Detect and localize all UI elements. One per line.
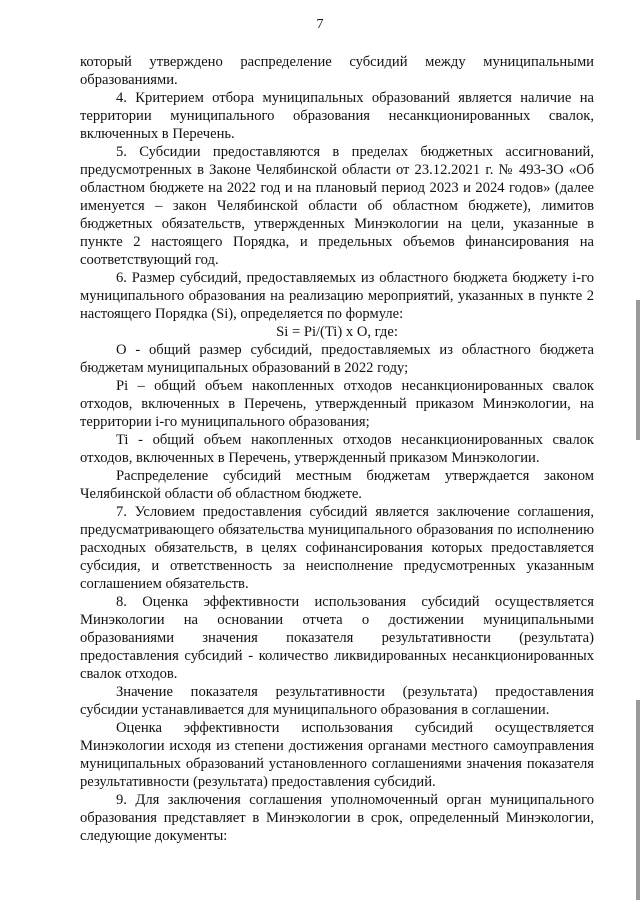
paragraph-distribution: Распределение субсидий местным бюджетам утверждается законом Челябинской области об областном бюджете. — [80, 468, 594, 502]
paragraph-item-5: 5. Субсидии предоставляются в пределах бюджетных ассигнований, предусмотренных в Законе Челябинской области от 23.12.2021 г. № 493-ЗО «Об областном бюджете на 2022 год и на плановый период 2023 и 2024 годов» (далее именуется – закон Челябинской области об областном бюджете), лимитов бюджетных обязательств, утвержденных Минэкологии на цели, указанные в пункте 2 настоящего Порядка, и предельных объемов финансирования на соответствующий год. — [80, 144, 594, 268]
document-body — [80, 53, 594, 845]
scan-edge-mark — [636, 300, 640, 440]
paragraph-indicator-value: Значение показателя результативности (результата) предоставления субсидии устанавливается для муниципального образования в соглашении. — [80, 684, 594, 718]
paragraph-efficiency-evaluation: Оценка эффективности использования субсидий осуществляется Минэкологии исходя из степени достижения органами местного самоуправления муниципальных образований установленного соглашениями значения показателя результативности (результата) предоставления субсидий. — [80, 720, 594, 790]
scan-edge-mark — [636, 700, 640, 900]
page-number: 7 — [316, 17, 324, 32]
definition-o: О - общий размер субсидий, предоставляемых из областного бюджета бюджетам муниципальных образований в 2022 году; — [80, 342, 594, 376]
paragraph-continuation: который утверждено распределение субсидий между муниципальными образованиями. — [80, 54, 594, 88]
definition-ti: Ti - общий объем накопленных отходов несанкционированных свалок отходов, включенных в Перечень, утвержденный приказом Минэкологии. — [80, 432, 594, 466]
definition-pi: Pi – общий объем накопленных отходов несанкционированных свалок отходов, включенных в Перечень, утвержденный приказом Минэкологии, на территории i-го муниципального образования; — [80, 378, 594, 430]
paragraph-item-6: 6. Размер субсидий, предоставляемых из областного бюджета бюджету i-го муниципального образования на реализацию мероприятий, указанных в пункте 2 настоящего Порядка (Si), определяется по формуле: — [80, 270, 594, 322]
formula: Si = Pi/(Ti) х О, где: — [276, 324, 398, 340]
paragraph-item-7: 7. Условием предоставления субсидий является заключение соглашения, предусматривающего обязательства муниципального образования по исполнению расходных обязательств, в целях софинансирования которых предоставляется субсидия, и ответственность за неисполнение предусмотренных указанным соглашением обязательств. — [80, 504, 594, 592]
paragraph-item-9: 9. Для заключения соглашения уполномоченный орган муниципального образования представляет в Минэкологии в срок, определенный Минэкологии, следующие документы: — [80, 792, 594, 844]
paragraph-item-4: 4. Критерием отбора муниципальных образований является наличие на территории муниципального образования несанкционированных свалок, включенных в Перечень. — [80, 90, 594, 142]
paragraph-item-8: 8. Оценка эффективности использования субсидий осуществляется Минэкологии на основании отчета о достижении муниципальными образованиями значения показателя результативности (результата) предоставления субсидий - количество ликвидированных несанкционированных свалок отходов. — [80, 594, 594, 682]
